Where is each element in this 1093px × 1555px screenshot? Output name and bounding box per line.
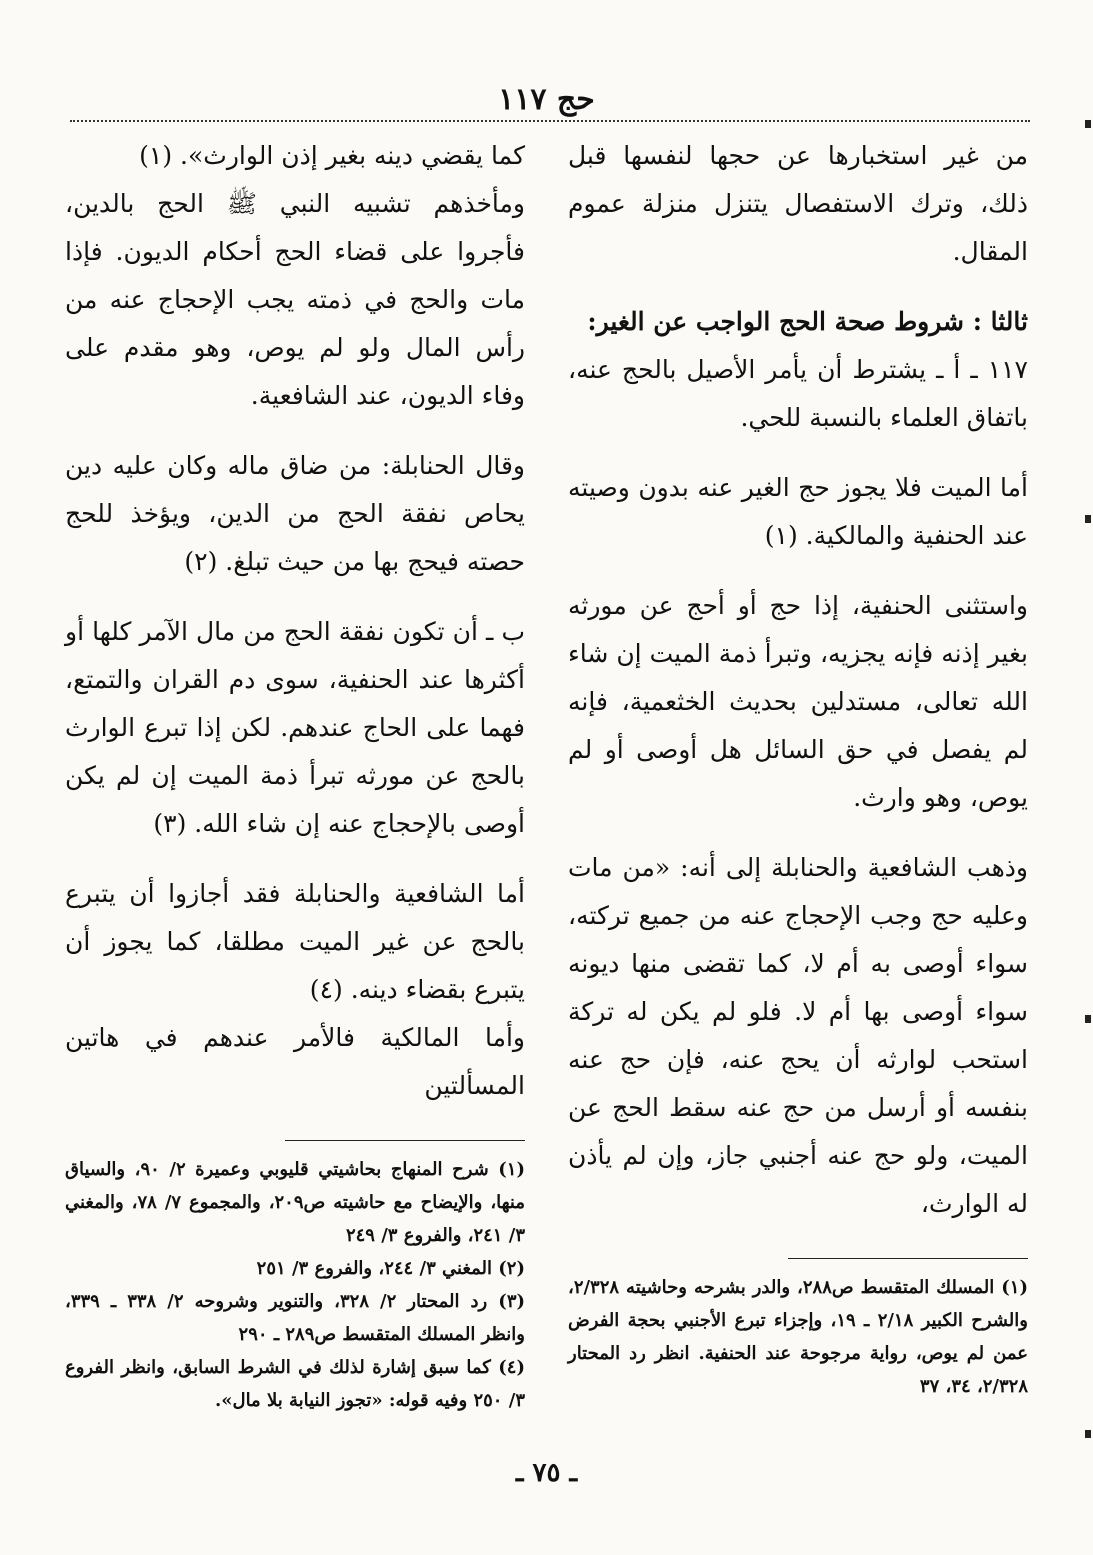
paragraph: أما الشافعية والحنابلة فقد أجازوا أن يتبرع بالحج عن غير الميت مطلقا، كما يجوز أن يتبرع بقضاء دينه. (٤): [65, 879, 525, 1004]
left-column: [65, 132, 525, 1417]
section-heading: ثالثا : شروط صحة الحج الواجب عن الغير:: [587, 307, 1028, 336]
paragraph: أما الميت فلا يجوز حج الغير عنه بدون وصيته عند الحنفية والمالكية. (١): [568, 473, 1028, 550]
footnote-divider: [788, 1258, 1028, 1259]
paragraph: ١١٧ ـ أ ـ يشترط أن يأمر الأصيل بالحج عنه، باتفاق العلماء بالنسبة للحي.: [568, 355, 1028, 432]
footnote: (٢) المغني ٣/ ٢٤٤، والفروع ٣/ ٢٥١: [256, 1258, 525, 1279]
footnote: (١) المسلك المتقسط ص٢٨٨، والدر بشرحه وحاشيته ٢/٣٢٨، والشرح الكبير ٢/١٨ ـ ١٩، وإجزاء تبرع الأجنبي بحجة الفرض عمن لم يوص، رواية مرجوحة عند الحنفية. انظر رد المحتار ٢/٣٢٨، ٣٤، ٣٧: [568, 1277, 1028, 1397]
paragraph: ب ـ أن تكون نفقة الحج من مال الآمر كلها أو أكثرها عند الحنفية، سوى دم القران والتمتع، فهما على الحاج عندهم. لكن إذا تبرع الوارث بالحج عن مورثه تبرأ ذمة الميت إن لم يكن أوصى بالإحجاج عنه إن شاء الله. (٣): [65, 617, 525, 838]
scan-mark: [1085, 1015, 1091, 1023]
paragraph: كما يقضي دينه بغير إذن الوارث». (١): [139, 141, 525, 170]
paragraph: وذهب الشافعية والحنابلة إلى أنه: «من مات وعليه حج وجب الإحجاج عنه من جميع تركته، سواء أوصى به أم لا، كما تقضى منها ديونه سواء أوصى بها أم لا. فلو لم يكن له تركة استحب لوارثه أن يحج عنه، فإن حج عنه بنفسه أو أرسل من حج عنه سقط الحج عن الميت، ولو حج عنه أجنبي جاز، وإن لم يأذن له الوارث،: [568, 853, 1028, 1218]
footnote: (٤) كما سبق إشارة لذلك في الشرط السابق، وانظر الفروع ٣/ ٢٥٠ وفيه قوله: «تجوز النيابة بلا مال».: [65, 1357, 525, 1411]
paragraph: واستثنى الحنفية، إذا حج أو أحج عن مورثه بغير إذنه فإنه يجزيه، وتبرأ ذمة الميت إن شاء الله تعالى، مستدلين بحديث الخثعمية، فإنه لم يفصل في حق السائل هل أوصى أو لم يوص، وهو وارث.: [568, 591, 1028, 812]
footnote: (٣) رد المحتار ٢/ ٣٢٨، والتنوير وشروحه ٢/ ٣٣٨ ـ ٣٣٩، وانظر المسلك المتقسط ص٢٨٩ ـ ٢٩٠: [65, 1291, 526, 1345]
scan-mark: [1085, 515, 1091, 523]
scan-mark: [1085, 1430, 1091, 1438]
footnote-divider: [285, 1140, 525, 1141]
scan-mark: [1085, 120, 1091, 128]
page-header: حج ١١٧: [498, 82, 595, 117]
page-number: ـ ٧٥ ـ: [515, 1458, 578, 1488]
paragraph: من غير استخبارها عن حجها لنفسها قبل ذلك، وترك الاستفصال يتنزل منزلة عموم المقال.: [568, 141, 1028, 266]
header-divider: [70, 120, 1030, 122]
paragraph: وقال الحنابلة: من ضاق ماله وكان عليه دين يحاص نفقة الحج من الدين، ويؤخذ للحج حصته فيحج بها من حيث تبلغ. (٢): [65, 451, 525, 576]
right-column: [568, 132, 1028, 1403]
paragraph: وأما المالكية فالأمر عندهم في هاتين المسألتين: [65, 1023, 525, 1100]
footnote: (١) شرح المنهاج بحاشيتي قليوبي وعميرة ٢/ ٩٠، والسياق منها، والإيضاح مع حاشيته ص٢٠٩، والمجموع ٧/ ٧٨، والمغني ٣/ ٢٤١، والفروع ٣/ ٢٤٩: [65, 1159, 526, 1246]
paragraph: ومأخذهم تشبيه النبي ﷺ الحج بالدين، فأجروا على قضاء الحج أحكام الديون. فإذا مات والحج في ذمته يجب الإحجاج عنه من رأس المال ولو لم يوص، وهو مقدم على وفاء الديون، عند الشافعية.: [65, 189, 525, 410]
